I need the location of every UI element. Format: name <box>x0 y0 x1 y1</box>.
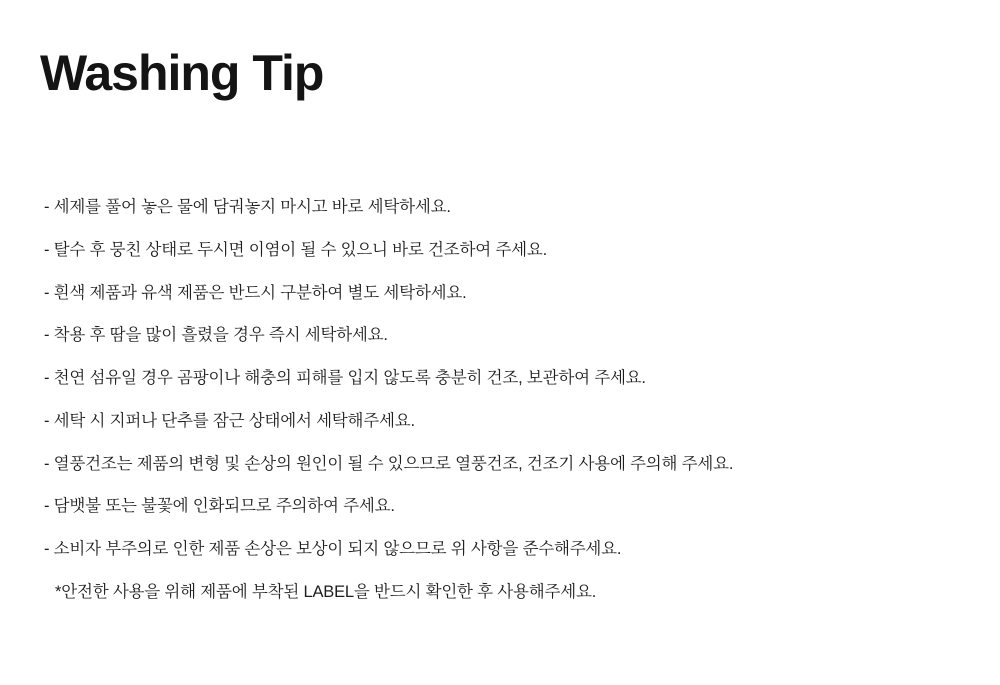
label-note: *안전한 사용을 위해 제품에 부착된 LABEL을 반드시 확인한 후 사용해주세요. <box>55 582 597 601</box>
list-item: - 천연 섬유일 경우 곰팡이나 해충의 피해를 입지 않도록 충분히 건조, 보관하여 주세요. <box>44 369 646 388</box>
list-item: - 세탁 시 지퍼나 단추를 잠근 상태에서 세탁해주세요. <box>44 411 415 430</box>
list-item: - 소비자 부주의로 인한 제품 손상은 보상이 되지 않으므로 위 사항을 준수해주세요. <box>44 540 622 559</box>
page-title: Washing Tip <box>40 45 324 101</box>
list-item: - 탈수 후 뭉친 상태로 두시면 이염이 될 수 있으니 바로 건조하여 주세요. <box>44 240 547 259</box>
tip-list <box>44 196 964 603</box>
list-item: - 담뱃불 또는 불꽃에 인화되므로 주의하여 주세요. <box>44 497 395 516</box>
list-item: - 착용 후 땀을 많이 흘렸을 경우 즉시 세탁하세요. <box>44 326 388 345</box>
list-item: - 열풍건조는 제품의 변형 및 손상의 원인이 될 수 있으므로 열풍건조, 건조기 사용에 주의해 주세요. <box>44 454 734 473</box>
list-item: - 흰색 제품과 유색 제품은 반드시 구분하여 별도 세탁하세요. <box>44 283 467 302</box>
list-item: - 세제를 풀어 놓은 물에 담궈놓지 마시고 바로 세탁하세요. <box>44 198 451 216</box>
